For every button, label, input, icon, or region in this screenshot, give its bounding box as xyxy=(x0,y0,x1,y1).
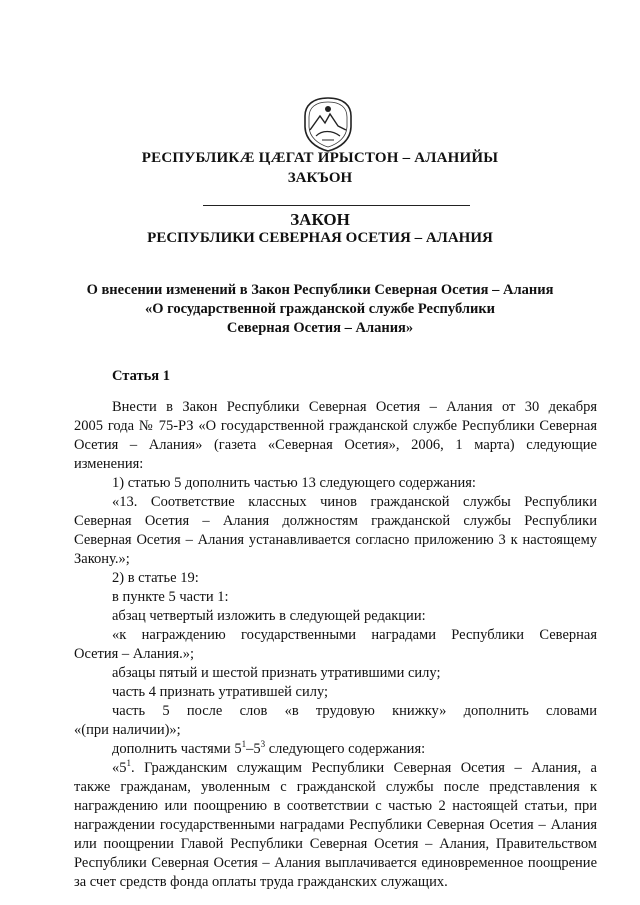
paragraph-line: изменения: xyxy=(74,456,144,472)
paragraph-line: за счет средств фонда оплаты труда гражданских служащих. xyxy=(74,874,448,890)
paragraph-line xyxy=(74,759,597,778)
paragraph-line: Осетия – Алания.»; xyxy=(74,646,195,662)
add-parts-text: дополнить частями 5 xyxy=(112,741,242,757)
paragraph-line: также гражданам, уволенным с гражданской службы после представления к xyxy=(74,779,597,795)
paragraph-line: Внести в Закон Республики Северная Осетия – Алания от 30 декабря xyxy=(112,399,597,415)
paragraph-line: в пункте 5 части 1: xyxy=(112,589,229,605)
law-title-line3: Северная Осетия – Алания» xyxy=(226,320,414,336)
paragraph-line: «13. Соответствие классных чинов гражданской службы Республики xyxy=(112,494,597,510)
paragraph-line: или поощрении Главой Республики Северная Осетия – Алания, Правительством xyxy=(74,836,597,852)
paragraph-line: 2005 года № 75-РЗ «О государственной гражданской службе Республики Северная xyxy=(74,418,597,434)
superscript: 3 xyxy=(260,739,266,750)
article-body xyxy=(74,398,597,892)
paragraph-line: награждении государственными наградами Республики Северная Осетия – Алания xyxy=(74,817,597,833)
paragraph-line: Осетия – Алания» (газета «Северная Осетия», 2006, 1 марта) следующие xyxy=(74,437,597,453)
superscript: 1 xyxy=(241,739,247,750)
paragraph-line: часть 4 признать утратившей силу; xyxy=(112,684,329,700)
law-title-line1: О внесении изменений в Закон Республики Северная Осетия – Алания xyxy=(86,282,554,298)
paragraph-line: абзац четвертый изложить в следующей редакции: xyxy=(112,608,426,624)
part-5-1-text: . Гражданским служащим Республики Северная Осетия – Алания, а xyxy=(131,760,597,776)
paragraph-line: «к награждению государственными наградами Республики Северная xyxy=(112,627,597,643)
paragraph-line: абзацы пятый и шестой признать утратившими силу; xyxy=(112,665,441,681)
header-russian-law: ЗАКОН xyxy=(290,210,350,229)
add-parts-tail: следующего содержания: xyxy=(265,741,426,757)
add-parts-line xyxy=(74,740,597,759)
paragraph-line: часть 5 после слов «в трудовую книжку» дополнить словами xyxy=(112,703,597,719)
law-title-line2: «О государственной гражданской службе Республики xyxy=(144,301,496,317)
item-2: 2) в статье 19: xyxy=(112,570,199,586)
part-5-1-start: «5 xyxy=(112,760,127,776)
paragraph-line: Республики Северная Осетия – Алания выплачивается единовременное поощрение xyxy=(74,855,597,871)
header-ossetian-law: ЗАКЪОН xyxy=(287,170,353,186)
coat-of-arms-emblem xyxy=(302,96,354,152)
superscript: 1 xyxy=(126,758,131,769)
add-parts-dash: –5 xyxy=(246,741,261,757)
paragraph-line: награждению или поощрению в соответствии с частью 2 настоящей статьи, при xyxy=(74,798,597,814)
paragraph-line: «(при наличии)»; xyxy=(74,722,181,738)
header-divider xyxy=(203,205,470,206)
article-heading: Статья 1 xyxy=(112,368,170,384)
paragraph-line: Северная Осетия – Алания должностям гражданской службы Республики xyxy=(74,513,597,529)
paragraph-line: Северная Осетия – Алания устанавливается согласно приложению 3 к настоящему xyxy=(74,532,597,548)
header-russian-republic: РЕСПУБЛИКИ СЕВЕРНАЯ ОСЕТИЯ – АЛАНИЯ xyxy=(147,230,493,246)
item-1: 1) статью 5 дополнить частью 13 следующего содержания: xyxy=(112,475,476,491)
header-ossetian-line1: РЕСПУБЛИКӔ ЦӔГАТ ИРЫСТОН – АЛАНИЙЫ xyxy=(141,150,499,166)
paragraph-line: Закону.»; xyxy=(74,551,130,567)
